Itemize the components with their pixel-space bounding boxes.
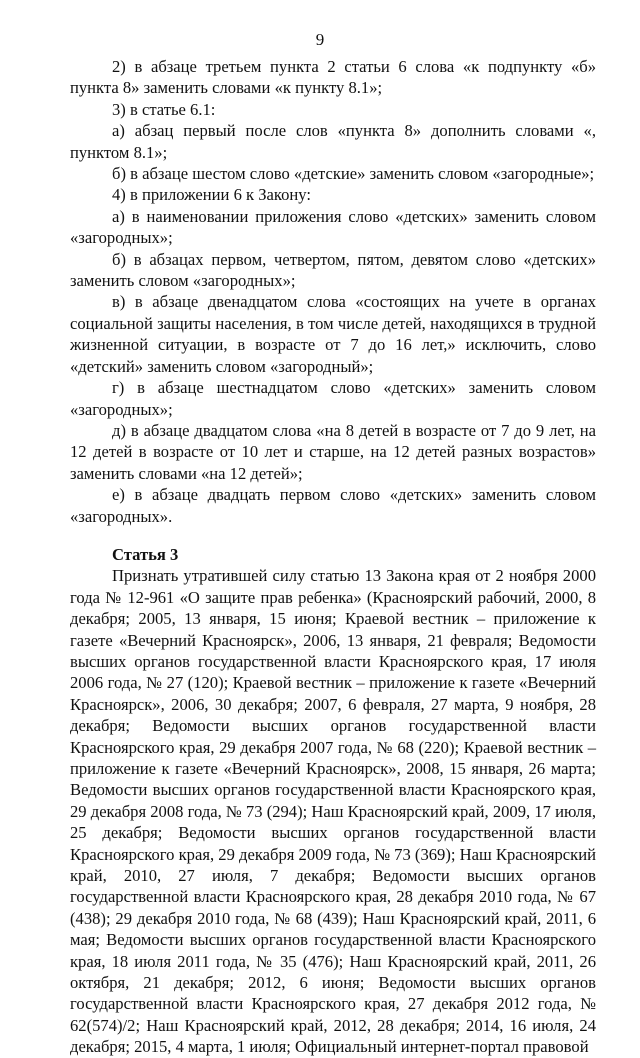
article-heading: Статья 3 bbox=[112, 544, 179, 564]
article-paragraph: Признать утратившей силу статью 13 Закона края от 2 ноября 2000 года № 12-961 «О защите прав ребенка» (Красноярский рабочий, 2000, 8 декабря; 2005, 13 января, 15 июня; Краевой вестник – приложение к газете «Вечерний Красноярск», 2006, 13 января, 21 февраля; Ведомости высших органов государственной власти Красноярского края, 17 июля 2006 года, № 27 (120); Краевой вестник – приложение к газете «Вечерний Красноярск», 2006, 30 декабря; 2007, 6 февраля, 27 марта, 9 ноября, 28 декабря; Ведомости высших органов государственной власти Красноярского края, 29 декабря 2007 года, № 68 (220); Краевой вестник – приложение к газете «Вечерний Красноярск», 2008, 15 января, 26 марта; Ведомости высших органов государственной власти Красноярского края, 29 декабря 2008 года, № 73 (294); Наш Красноярский край, 2009, 17 июля, 25 декабря; Ведомости высших органов государственной власти Красноярского края, 29 декабря 2009 года, № 73 (369); Наш Красноярский край, 2010, 27 июля, 7 декабря; Ведомости высших органов государственной власти Красноярского края, 28 декабря 2010 года, № 67 (438); 29 декабря 2010 года, № 68 (439); Наш Красноярский край, 2011, 6 мая; Ведомости высших органов государственной власти Красноярского края, 18 июля 2011 года, № 35 (476); Наш Красноярский край, 2011, 26 октября, 21 декабря; 2012, 6 июня; Ведомости высших органов государственной власти Красноярского края, 27 декабря 2012 года, № 62(574)/2; Наш Красноярский край, 2012, 28 декабря; 2014, 16 июля, 24 декабря; 2015, 4 марта, 1 июля; Официальный интернет-портал правовой bbox=[70, 566, 596, 1057]
paragraph-sub-b-3: б) в абзаце шестом слово «детские» заменить словом «загородные»; bbox=[112, 164, 595, 184]
paragraph-item-3: 3) в статье 6.1: bbox=[112, 99, 216, 119]
paragraph-sub-e-4: е) в абзаце двадцать первом слово «детских» заменить словом «загородных». bbox=[70, 485, 596, 526]
paragraph-sub-b-4: б) в абзацах первом, четвертом, пятом, девятом слово «детских» заменить словом «загородных»; bbox=[70, 249, 596, 291]
paragraph-sub-a-3: а) абзац первый после слов «пункта 8» дополнить словами «, пунктом 8.1»; bbox=[70, 121, 596, 162]
paragraph-sub-a-4: а) в наименовании приложения слово «детских» заменить словом «загородных»; bbox=[70, 206, 596, 248]
paragraph-sub-d-4: д) в абзаце двадцатом слова «на 8 детей в возрасте от 7 до 9 лет, на 12 детей в возрасте от 10 лет и старше, на 12 детей разных возрастов» заменить словами «на 12 детей»; bbox=[70, 420, 596, 483]
paragraph-sub-g-4: г) в абзаце шестнадцатом слово «детских» заменить словом «загородных»; bbox=[70, 378, 596, 419]
document-body bbox=[70, 56, 596, 1058]
paragraph-sub-v-4: в) в абзаце двенадцатом слова «состоящих на учете в органах социальной защиты населения, в том числе детей, находящихся в трудной жизненной ситуации, в возрасте от 7 до 16 лет,» исключить, слово «детский» заменить словом «загородный»; bbox=[70, 292, 596, 376]
paragraph-item-4: 4) в приложении 6 к Закону: bbox=[112, 185, 311, 205]
paragraph-item-2: 2) в абзаце третьем пункта 2 статьи 6 слова «к подпункту «б» пункта 8» заменить словами «к пункту 8.1»; bbox=[70, 57, 596, 98]
page-number: 9 bbox=[315, 30, 325, 49]
